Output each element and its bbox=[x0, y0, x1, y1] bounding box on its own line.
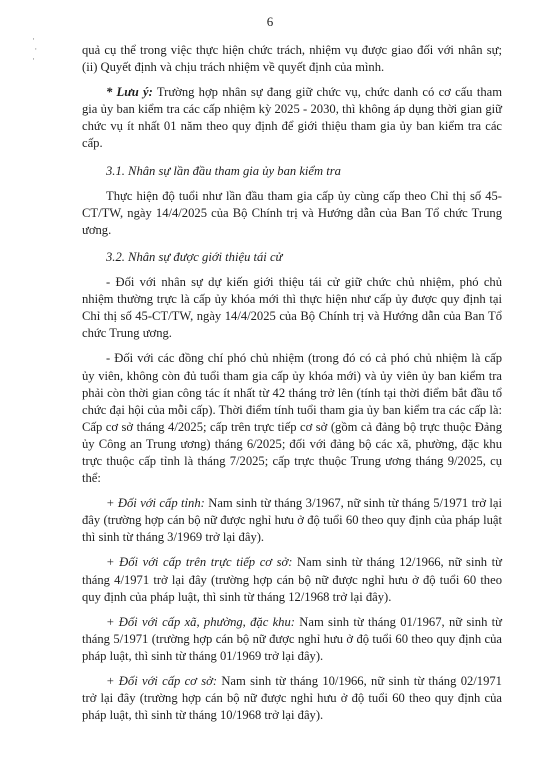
scan-marks: · · · bbox=[32, 34, 38, 64]
paragraph-3-2-a: - Đối với nhân sự dự kiến giới thiệu tái cử giữ chức chủ nhiệm, phó chủ nhiệm thường trực là cấp ủy khóa mới thì thực hiện như cấp ủy được quy định tại Chỉ thị số 45-CT/TW, ngày 14/4/2025 của Bộ Chính trị và Hướng dẫn của Ban Tổ chức Trung ương. bbox=[82, 275, 502, 341]
bullet-label: + Đối với cấp xã, phường, đặc khu: bbox=[106, 614, 295, 629]
bullet-label: + Đối với cấp tỉnh: bbox=[106, 496, 205, 511]
bullet-commune bbox=[82, 614, 502, 665]
bullet-text: Nam sinh từ tháng 10/1966, nữ sinh từ tháng 02/1971 trở lại đây (trường hợp cán bộ nữ được nghỉ hưu ở độ tuổi 60 theo quy định của pháp luật, thì sinh từ tháng 10/1968 trở lại đây). bbox=[82, 674, 502, 723]
bullet-grassroots bbox=[82, 673, 502, 724]
bullet-text: Nam sinh từ tháng 12/1966, nữ sinh từ tháng 4/1971 trở lại đây (trường hợp cán bộ nữ được nghỉ hưu ở độ tuổi 60 theo quy định của pháp luật, thì sinh từ tháng 12/1968 trở lại đây). bbox=[82, 555, 502, 604]
bullet-text: Nam sinh từ tháng 01/1967, nữ sinh từ tháng 5/1971 (trường hợp cán bộ nữ được nghỉ hưu ở độ tuổi 60 theo quy định của pháp luật, thì sinh từ tháng 01/1969 trở lại đây). bbox=[82, 614, 502, 663]
paragraph-3-2-b: - Đối với các đồng chí phó chủ nhiệm (trong đó có cả phó chủ nhiệm là cấp ủy viên, không còn đủ tuổi tham gia cấp ủy khóa mới) và ủy viên ủy ban kiểm tra phải còn thời gian công tác ít nhất từ 42 tháng trở lên (tính tại thời điểm bắt đầu tổ chức đại hội của mỗi cấp). Thời điểm tính tuổi tham gia ủy ban kiểm tra các cấp là: Cấp cơ sở tháng 4/2025; cấp trên trực tiếp cơ sở (gồm cả đảng bộ trực thuộc Đảng ủy Công an Trung ương) tháng 6/2025; đối với đảng bộ các xã, phường, đặc khu trực thuộc cấp tỉnh là tháng 7/2025; cấp trực thuộc Trung ương tháng 9/2025, cụ thể: bbox=[82, 351, 502, 486]
paragraph-continuation: quả cụ thể trong việc thực hiện chức trách, nhiệm vụ được giao đối với nhân sự; (ii) Quyết định và chịu trách nhiệm về quyết định của mình. bbox=[82, 43, 502, 75]
note-text: Trường hợp nhân sự đang giữ chức vụ, chức danh có cơ cấu tham gia ủy ban kiểm tra các cấp nhiệm kỳ 2025 - 2030, thì không áp dụng thời gian giữ chức vụ ít nhất 01 năm theo quy định để giới thiệu tham gia ủy ban kiểm tra các cấp. bbox=[82, 85, 503, 151]
bullet-label: + Đối với cấp cơ sở: bbox=[106, 674, 218, 688]
paragraph-3-1: Thực hiện độ tuổi như lần đầu tham gia cấp ủy cùng cấp theo Chỉ thị số 45-CT/TW, ngày 14/4/2025 của Bộ Chính trị và Hướng dẫn của Ban Tổ chức Trung ương. bbox=[82, 188, 502, 237]
document-body bbox=[82, 42, 502, 724]
bullet-provincial bbox=[82, 495, 502, 546]
page-number: 6 bbox=[266, 14, 274, 29]
bullet-text: Nam sinh từ tháng 3/1967, nữ sinh từ tháng 5/1971 trở lại đây (trường hợp cán bộ nữ được nghỉ hưu ở độ tuổi 60 theo quy định của pháp luật thì sinh từ tháng 3/1969 trở lại đây). bbox=[82, 496, 502, 545]
note-label: * Lưu ý: bbox=[106, 85, 153, 100]
note-paragraph bbox=[82, 84, 502, 152]
heading-3-2: 3.2. Nhân sự được giới thiệu tái cử bbox=[106, 249, 283, 264]
bullet-label: + Đối với cấp trên trực tiếp cơ sở: bbox=[106, 555, 293, 570]
bullet-direct-superior bbox=[82, 554, 502, 605]
heading-3-1: 3.1. Nhân sự lần đầu tham gia ủy ban kiểm tra bbox=[106, 163, 341, 178]
